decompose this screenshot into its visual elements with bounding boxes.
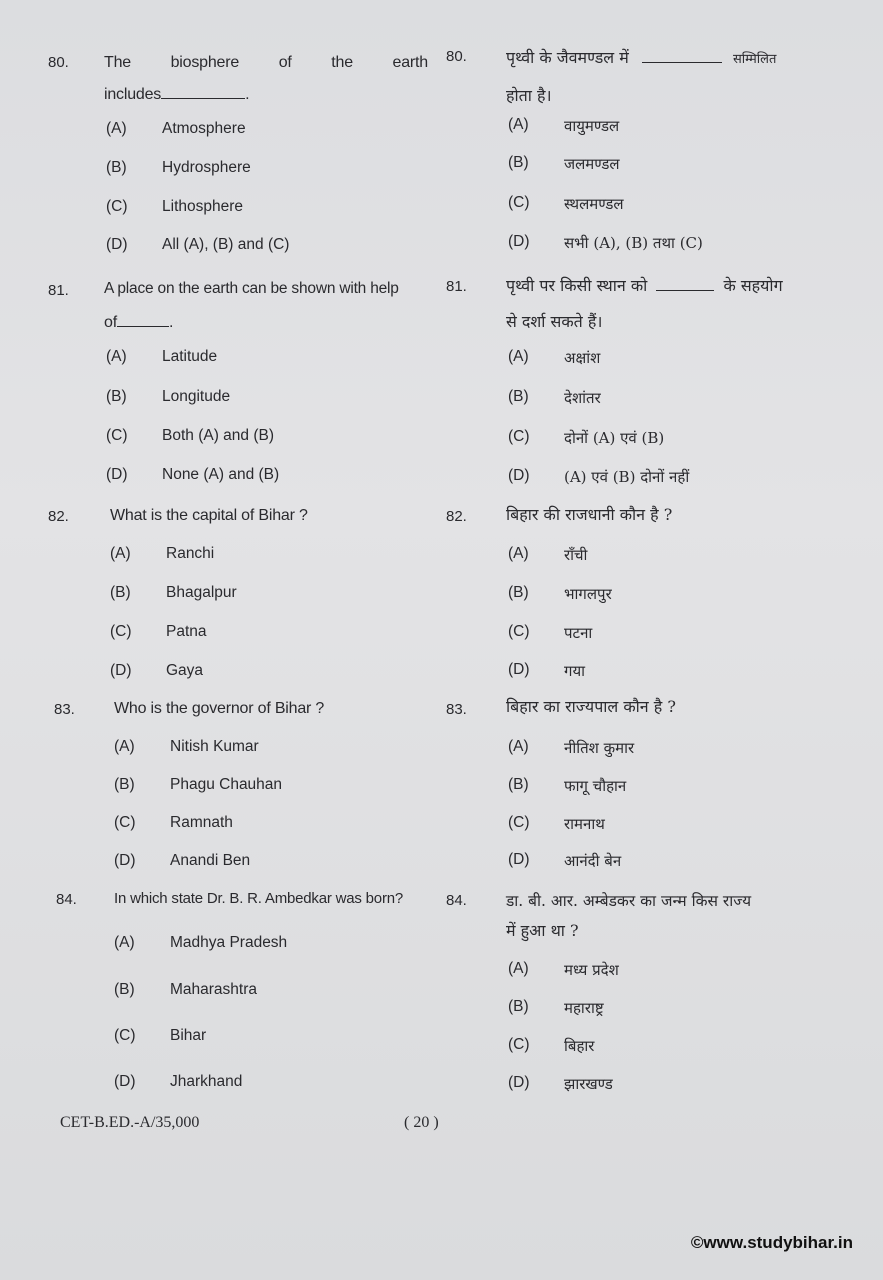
option-label: (D) — [106, 466, 128, 483]
option-label: (B) — [508, 776, 529, 793]
question-stem: The biosphere of the earth — [104, 54, 428, 71]
option-text: Jharkhand — [170, 1073, 243, 1090]
option-label: (B) — [508, 584, 529, 601]
booklet-code: CET-B.ED.-A/35,000 — [60, 1114, 200, 1131]
question-text — [104, 272, 428, 340]
stem-suffix: के सहयोग — [723, 276, 783, 295]
question-number: 83. — [54, 701, 75, 718]
stem-suffix: . — [168, 314, 174, 331]
stem-suffix: . — [245, 86, 250, 103]
option-text: Bhagalpur — [166, 584, 237, 601]
option-text: महाराष्ट्र — [564, 999, 604, 1017]
question-line-1: A place on the earth can be shown with help — [104, 280, 399, 297]
question-number: 84. — [446, 892, 467, 909]
question-number: 81. — [446, 278, 467, 295]
option-text: Hydrosphere — [162, 159, 251, 176]
option-label: (D) — [508, 1074, 530, 1091]
question-stem: पृथ्वी पर किसी स्थान को — [506, 276, 648, 295]
question-text: बिहार की राजधानी कौन है ? — [506, 505, 673, 524]
question-number: 81. — [48, 282, 69, 299]
option-label: (D) — [508, 851, 530, 868]
option-label: (C) — [508, 1036, 530, 1053]
option-text: Ranchi — [166, 545, 215, 562]
question-text — [104, 46, 428, 112]
option-label: (A) — [508, 738, 529, 755]
option-text: Latitude — [162, 348, 218, 365]
option-text: राँची — [564, 546, 588, 564]
question-number: 82. — [48, 508, 69, 525]
option-text: Phagu Chauhan — [170, 776, 283, 793]
question-number: 80. — [48, 54, 69, 71]
option-label: (D) — [110, 662, 132, 679]
option-text: मध्य प्रदेश — [564, 961, 619, 979]
question-line-2: से दर्शा सकते हैं। — [506, 312, 603, 331]
option-label: (C) — [110, 623, 132, 640]
option-text: Madhya Pradesh — [170, 934, 288, 951]
question-line-1 — [104, 46, 428, 80]
option-label: (D) — [106, 236, 128, 253]
question-text: Who is the governor of Bihar ? — [114, 700, 325, 717]
option-label: (D) — [114, 852, 136, 869]
option-label: (C) — [114, 814, 136, 831]
option-label: (A) — [508, 116, 529, 133]
question-number: 80. — [446, 48, 467, 65]
option-label: (B) — [114, 776, 135, 793]
question-text: बिहार का राज्यपाल कौन है ? — [506, 697, 676, 716]
answer-blank — [642, 48, 722, 63]
option-text: All (A), (B) and (C) — [162, 236, 290, 253]
option-text: Gaya — [166, 662, 204, 679]
option-text: सभी (A), (B) तथा (C) — [564, 234, 703, 252]
option-label: (B) — [114, 981, 135, 998]
question-stem: पृथ्वी के जैवमण्डल में — [506, 48, 629, 67]
watermark-text: ©www.studybihar.in — [690, 1233, 853, 1252]
option-text: नीतिश कुमार — [564, 739, 635, 757]
option-label: (A) — [508, 348, 529, 365]
option-label: (C) — [508, 623, 530, 640]
question-text: What is the capital of Bihar ? — [110, 507, 308, 524]
option-label: (A) — [114, 934, 135, 951]
option-text: आनंदी बेन — [564, 852, 622, 870]
option-text: बिहार — [564, 1037, 595, 1055]
answer-blank — [161, 84, 245, 99]
option-label: (D) — [114, 1073, 136, 1090]
option-label: (D) — [508, 467, 530, 484]
answer-blank — [117, 312, 169, 327]
question-number: 84. — [56, 891, 77, 908]
option-label: (A) — [508, 545, 529, 562]
option-label: (C) — [508, 194, 530, 211]
option-text: Anandi Ben — [170, 852, 251, 869]
option-text: (A) एवं (B) दोनों नहीं — [564, 468, 690, 486]
option-text: जलमण्डल — [564, 155, 620, 173]
option-text: Ramnath — [170, 814, 233, 831]
option-label: (A) — [106, 120, 127, 137]
answer-blank — [656, 276, 714, 291]
question-text — [506, 268, 841, 340]
question-line-2 — [104, 78, 428, 112]
question-stem-cont: includes — [104, 86, 162, 103]
question-line-2: में हुआ था ? — [506, 921, 579, 940]
option-label: (C) — [508, 814, 530, 831]
option-text: गया — [564, 662, 586, 680]
option-text: None (A) and (B) — [162, 466, 280, 483]
question-line-1 — [506, 40, 841, 78]
option-text: रामनाथ — [564, 815, 605, 833]
option-text: Bihar — [170, 1027, 207, 1044]
page-number: ( 20 ) — [404, 1114, 439, 1131]
option-label: (B) — [508, 998, 529, 1015]
option-label: (B) — [110, 584, 131, 601]
option-text: पटना — [564, 624, 593, 642]
question-number: 83. — [446, 701, 467, 718]
question-line-1 — [506, 268, 841, 304]
option-text: Patna — [166, 623, 207, 640]
option-label: (B) — [508, 388, 529, 405]
option-text: Lithosphere — [162, 198, 244, 215]
option-text: झारखण्ड — [564, 1075, 613, 1093]
option-label: (A) — [114, 738, 135, 755]
question-text — [506, 40, 841, 114]
question-stem-cont: of — [104, 314, 117, 331]
option-label: (A) — [106, 348, 127, 365]
option-text: अक्षांश — [564, 349, 601, 367]
option-label: (C) — [106, 427, 128, 444]
option-text: Longitude — [162, 388, 231, 405]
question-line-2 — [104, 306, 428, 340]
option-text: Maharashtra — [170, 981, 258, 998]
question-number: 82. — [446, 508, 467, 525]
option-label: (C) — [508, 428, 530, 445]
option-text: Atmosphere — [162, 120, 246, 137]
option-text: दोनों (A) एवं (B) — [564, 429, 665, 447]
option-text: वायुमण्डल — [564, 117, 620, 135]
option-text: स्थलमण्डल — [564, 195, 624, 213]
option-label: (D) — [508, 233, 530, 250]
question-line-1: डा. बी. आर. अम्बेडकर का जन्म किस राज्य — [506, 892, 752, 910]
stem-suffix: सम्मिलित — [732, 52, 777, 67]
option-text: फागू चौहान — [564, 777, 627, 795]
option-text: देशांतर — [564, 389, 601, 407]
question-text: In which state Dr. B. R. Ambedkar was born? — [114, 890, 404, 907]
option-label: (D) — [508, 661, 530, 678]
option-label: (A) — [110, 545, 131, 562]
option-label: (A) — [508, 960, 529, 977]
option-label: (C) — [106, 198, 128, 215]
option-text: भागलपुर — [564, 585, 612, 603]
question-text — [506, 886, 841, 946]
option-text: Nitish Kumar — [170, 738, 259, 755]
option-text: Both (A) and (B) — [162, 427, 274, 444]
option-label: (C) — [114, 1027, 136, 1044]
option-label: (B) — [106, 388, 127, 405]
question-line-2: होता है। — [506, 86, 552, 105]
option-label: (B) — [106, 159, 127, 176]
option-label: (B) — [508, 154, 529, 171]
